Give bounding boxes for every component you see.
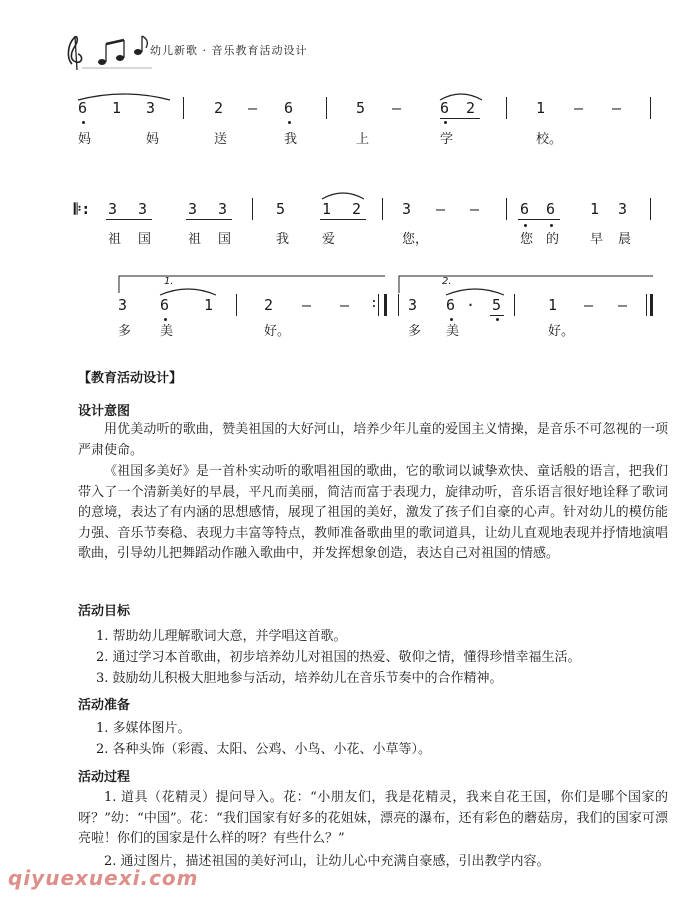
- process-paragraph-2: 2. 通过图片，描述祖国的美好河山，让幼儿心中充满自豪感，引出教学内容。: [104, 854, 550, 869]
- lyric: 祖: [108, 232, 122, 247]
- note: 6: [284, 99, 294, 117]
- underline-beam: [490, 315, 504, 316]
- lyric: 多: [118, 324, 132, 339]
- note: 6: [78, 99, 88, 117]
- note: 2: [214, 99, 224, 117]
- note: 3: [138, 200, 148, 218]
- note: —: [574, 99, 584, 117]
- goal-item: 2. 通过学习本首歌曲，初步培养幼儿对祖国的热爱、敬仰之情，懂得珍惜幸福生活。: [96, 650, 581, 665]
- lyric: 国: [138, 232, 152, 247]
- goal-item: 1. 帮助幼儿理解歌词大意，并学唱这首歌。: [96, 629, 347, 644]
- barline: [398, 294, 399, 316]
- section-title: 【教育活动设计】: [78, 371, 183, 386]
- header-title: 幼儿新歌 · 音乐教育活动设计: [150, 44, 308, 57]
- note: —: [302, 296, 312, 314]
- lyric: 妈: [78, 132, 92, 147]
- underline-beam: [186, 219, 232, 220]
- note: 5: [276, 200, 286, 218]
- barline: [514, 294, 515, 316]
- barline: [378, 294, 379, 316]
- lyric: 我: [276, 232, 290, 247]
- note: 3: [188, 200, 198, 218]
- lyric: 校。: [536, 132, 563, 147]
- watermark-text: qiyuexuexi.com: [8, 866, 199, 890]
- lyric: 您，: [402, 232, 429, 247]
- note: 3: [108, 200, 118, 218]
- slur: [76, 91, 172, 101]
- note: 1: [204, 296, 214, 314]
- underline-beam: [320, 219, 366, 220]
- second-ending-label: 2.: [442, 276, 452, 287]
- lyric: 爱: [322, 232, 336, 247]
- note: 6: [440, 99, 450, 117]
- lower-octave-dot: [444, 121, 447, 124]
- lyric: 好。: [264, 324, 291, 339]
- goal-item: 3. 鼓励幼儿积极大胆地参与活动，培养幼儿在音乐节奏中的合作精神。: [96, 671, 503, 686]
- barline: [650, 198, 651, 220]
- barline: [236, 294, 237, 316]
- barline: [650, 97, 651, 119]
- barline: [382, 198, 383, 220]
- note: 3: [618, 200, 628, 218]
- note: 3: [408, 296, 418, 314]
- barline: [183, 97, 184, 119]
- repeat-start-sign: 𝄆:: [74, 200, 91, 218]
- note: 2: [466, 99, 476, 117]
- intent-paragraph-2: 《祖国多美好》是一首朴实动听的歌唱祖国的歌曲，它的歌词以诚挚欢快、童话般的语言，把我们带入了一个清新美好的早晨，平凡而美丽，简洁而富于表现力，旋律动听，音乐语言很好地诠释了歌词的意境，表达了有内涵的思想感情，展现了祖国的美好，激发了孩子们自豪的心声。针对幼儿的模仿能力强、音乐节奏稳、表现力丰富等特点，教师准备歌曲里的歌词道具，让幼儿直观地表现并抒情地演唱歌曲，引导幼儿把舞蹈动作融入歌曲中，并发挥想象创造，表达自己对祖国的情感。: [78, 464, 668, 561]
- heading-activity-process: 活动过程: [78, 770, 131, 785]
- slur: [320, 190, 366, 200]
- note: 3: [118, 296, 128, 314]
- lyric: 我: [284, 132, 298, 147]
- lyric: 美: [446, 324, 460, 339]
- intent-paragraph-1: 用优美动听的歌曲，赞美祖国的大好河山，培养少年儿童的爱国主义情操，是音乐不可忽视的一项严肃使命。: [78, 422, 668, 458]
- note: 1: [590, 200, 600, 218]
- note: —: [340, 296, 350, 314]
- lower-octave-dot: [82, 121, 85, 124]
- lyric: 祖: [188, 232, 202, 247]
- lower-octave-dot: [524, 224, 527, 227]
- lyric: 妈: [146, 132, 160, 147]
- lyric: 早: [590, 232, 604, 247]
- slur: [444, 286, 506, 296]
- repeat-end-sign: :: [370, 296, 378, 311]
- slur: [158, 286, 218, 296]
- process-paragraph-1: 1. 道具（花精灵）提问导入。花：“小朋友们，我是花精灵，我来自花王国，你们是哪个国家的呀？”幼：“中国”。花：“我们国家有好多的花姐妹，漂亮的瀑布，还有彩色的蘑菇房，我们的国家可漂亮啦！你们的国家是什么样的呀？有些什么？”: [78, 790, 668, 846]
- lyrics-row-1: [0, 128, 700, 168]
- note: 6: [546, 200, 556, 218]
- note: —: [392, 99, 402, 117]
- note: —: [436, 200, 446, 218]
- lyric: 您: [520, 232, 534, 247]
- dotted-note-dot: ·: [466, 296, 476, 314]
- note: —: [584, 296, 594, 314]
- music-notes-logo-icon: [62, 30, 154, 72]
- note: 2: [352, 200, 362, 218]
- lyric: 好。: [548, 324, 575, 339]
- underline-beam: [440, 118, 480, 119]
- slur: [438, 91, 484, 101]
- lyric: 美: [160, 324, 174, 339]
- prep-item: 2. 各种头饰（彩霞、太阳、公鸡、小鸟、小花、小草等）。: [96, 742, 432, 757]
- lyric: 国: [218, 232, 232, 247]
- lyrics-row-3: [0, 320, 700, 360]
- note: —: [612, 99, 622, 117]
- note: 5: [356, 99, 366, 117]
- lower-octave-dot: [550, 224, 553, 227]
- heading-activity-goals: 活动目标: [78, 604, 131, 619]
- note: —: [618, 296, 628, 314]
- note: 1: [536, 99, 546, 117]
- note: 1: [322, 200, 332, 218]
- heading-activity-prep: 活动准备: [78, 698, 131, 713]
- lyric: 学: [440, 132, 454, 147]
- lyric: 上: [356, 132, 370, 147]
- heading-design-intent: 设计意图: [78, 404, 131, 419]
- note: 3: [146, 99, 156, 117]
- lyric: 送: [214, 132, 228, 147]
- second-ending-bracket: [398, 274, 654, 294]
- lyric: 多: [408, 324, 422, 339]
- note: —: [248, 99, 258, 117]
- note: 6: [160, 296, 170, 314]
- barline: [506, 97, 507, 119]
- lyric: 晨: [618, 232, 632, 247]
- underline-beam: [106, 219, 152, 220]
- note: 6: [446, 296, 456, 314]
- barline: [506, 198, 507, 220]
- prep-item: 1. 多媒体图片。: [96, 721, 191, 736]
- barline: [384, 294, 387, 316]
- note: 2: [264, 296, 274, 314]
- final-barline: [646, 294, 647, 316]
- note: 3: [402, 200, 412, 218]
- lyric: 的: [546, 232, 560, 247]
- note: 1: [548, 296, 558, 314]
- note: 5: [492, 296, 502, 314]
- barline: [252, 198, 253, 220]
- lyrics-row-2: [0, 228, 700, 268]
- note: —: [470, 200, 480, 218]
- note: 6: [520, 200, 530, 218]
- first-ending-label: 1.: [164, 276, 174, 287]
- note: 3: [218, 200, 228, 218]
- final-barline: [650, 294, 653, 316]
- lower-octave-dot: [288, 121, 291, 124]
- underline-beam: [518, 219, 560, 220]
- barline: [326, 97, 327, 119]
- note: 1: [112, 99, 122, 117]
